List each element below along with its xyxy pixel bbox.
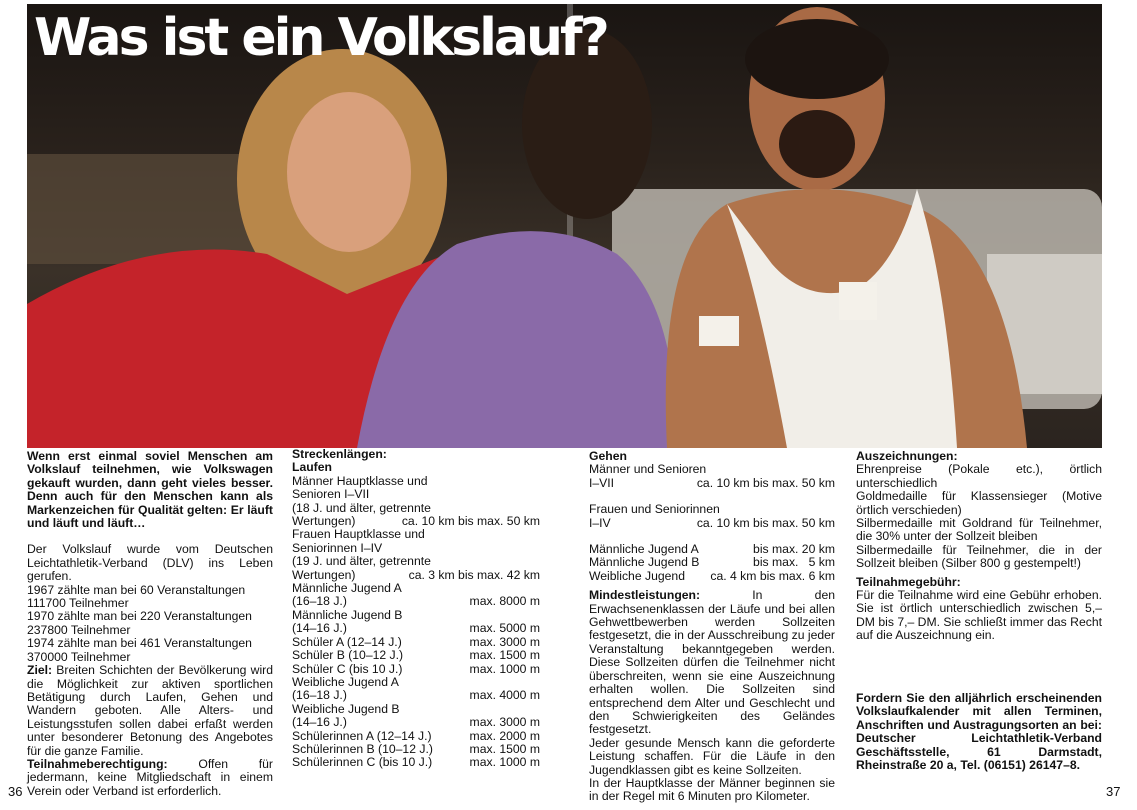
laufen-heading: Laufen	[292, 460, 332, 475]
youth-m-b-dist: max. 5000 m	[469, 621, 540, 636]
order-block	[856, 692, 1102, 772]
ziel-label: Ziel:	[27, 663, 53, 678]
mindest-text3: In der Hauptklasse der Männer beginnen sie in der Regel mit 6 Minuten pro Kilometer.	[589, 775, 835, 804]
women-distance: ca. 3 km bis max. 42 km	[408, 567, 540, 582]
pupil-f-c-dist: max. 1000 m	[469, 755, 540, 770]
walk-youth-m-b-dist: bis max. 5 km	[753, 555, 835, 570]
pupil-f-b-dist: max. 1500 m	[469, 741, 540, 756]
photo-illustration	[27, 4, 1102, 448]
teilnahme-text: Offen für jedermann, keine Mitgliedschaft in einem Verein oder Verband ist erforderlich.	[27, 756, 273, 798]
order-paragraph: Fordern Sie den alljährlich erscheinenden Volkslaufkalender mit allen Terminen, Anschriften und Austragungsorten an bei: Deutscher Leichtathletik-Verband Geschäftsstelle, 61 Darmstadt, Rheinstraße 20 a, Tel. (06151) 26147–8.	[856, 691, 1102, 773]
walk-youth-m-a: Männliche Jugend A	[589, 542, 699, 557]
mindest-text2: Jeder gesunde Mensch kann die geforderte Leistung schaffen. Für die Läufe in den Jugendklassen gibt es keine Sollzeiten.	[589, 735, 835, 777]
page-title: Was ist ein Volkslauf?	[34, 8, 607, 68]
youth-f-a-dist: max. 4000 m	[469, 688, 540, 703]
gebuehr-text: Für die Teilnahme wird eine Gebühr erhoben. Sie ist örtlich unterschiedlich zwischen 5,– DM bis 7,– DM. Sie schließt immer das Recht auf die Auszeichnung ein.	[856, 588, 1102, 643]
teilnahme-label: Teilnahmeberechtigung:	[27, 756, 168, 771]
award-text-4: Silbermedaille für Teilnehmer, die in der Sollzeit bleiben (Silber 800 g gestempelt!)	[856, 542, 1102, 571]
youth-f-b-dist: max. 3000 m	[469, 715, 540, 730]
stat-1974-count: 370000 Teilnehmer	[27, 649, 131, 664]
walk-women-dist: ca. 10 km bis max. 50 km	[696, 515, 835, 530]
ziel-paragraph	[27, 664, 273, 758]
mindest-paragraph	[589, 589, 835, 736]
pupil-f-c: Schülerinnen C (bis 10 J.)	[292, 755, 433, 770]
mindest-text: In den Erwachsenenklassen der Läufe und bei allen Gehwettbewerben werden Sollzeiten festgesetzt, die in der Ausschreibung zu jeder Veranstaltung bekanntgegeben werden. Diese Sollzeiten dürfen die Teilnehmer nicht überschreiten, wenn sie eine Auszeichnung erhalten wollen. Die Sollzeiten sind entsprechend dem Alter und Geschlecht und den Schwierigkeiten des Geländes festgesetzt.	[589, 588, 836, 737]
stat-1970-count: 237800 Teilnehmer	[27, 622, 131, 637]
intro-paragraph: Der Volkslauf wurde vom Deutschen Leichtathletik-Verband (DLV) ins Leben gerufen.	[27, 542, 273, 584]
pupil-f-b: Schülerinnen B (10–12 J.)	[292, 741, 433, 756]
column-intro	[27, 450, 273, 798]
pupil-m-c-dist: max. 1000 m	[469, 661, 540, 676]
youth-m-b: Männliche Jugend B	[292, 607, 403, 622]
mindest-label: Mindestleistungen:	[589, 588, 701, 603]
pupil-m-b: Schüler B (10–12 J.)	[292, 648, 404, 663]
stat-1970: 1970 zählte man bei 220 Veranstaltungen	[27, 609, 252, 624]
walk-men-label: Männer und Senioren	[589, 462, 707, 477]
walk-men-class: I–VII	[589, 475, 615, 490]
women-class2: Seniorinnen I–IV	[292, 540, 383, 555]
men-age: (18 J. und älter, getrennte	[292, 500, 431, 515]
women-wertung: Wertungen)	[292, 567, 356, 582]
women-class: Frauen Hauptklasse und	[292, 527, 425, 542]
pupil-m-a: Schüler A (12–14 J.)	[292, 634, 402, 649]
column-auszeichnungen	[856, 450, 1102, 643]
walk-youth-f-dist: ca. 4 km bis max. 6 km	[710, 568, 835, 583]
youth-f-b: Weibliche Jugend B	[292, 701, 400, 716]
walk-youth-f: Weibliche Jugend	[589, 568, 685, 583]
youth-m-a: Männliche Jugend A	[292, 581, 402, 596]
pupil-m-a-dist: max. 3000 m	[469, 634, 540, 649]
women-age: (19 J. und älter, getrennte	[292, 554, 431, 569]
column-laufen	[292, 448, 540, 770]
youth-f-a-age: (16–18 J.)	[292, 688, 347, 703]
hero-photo	[27, 4, 1102, 448]
walk-youth-m-a-dist: bis max. 20 km	[753, 542, 835, 557]
auszeichnungen-heading: Auszeichnungen:	[856, 449, 958, 463]
streckenlaengen-heading: Streckenlängen:	[292, 447, 387, 461]
youth-f-b-age: (14–16 J.)	[292, 715, 347, 730]
lead-paragraph: Wenn erst einmal soviel Menschen am Volkslauf teilnehmen, wie Volkswagen gekauft wurden, dann geht vieles besser. Denn auch für den Menschen kann als Markenzeichen für Qualität gelten: Er läuft und läuft und läuft…	[27, 449, 273, 531]
youth-m-a-dist: max. 8000 m	[469, 594, 540, 609]
page-number-right: 37	[1106, 784, 1121, 799]
men-distance: ca. 10 km bis max. 50 km	[401, 514, 540, 529]
walk-youth-m-b: Männliche Jugend B	[589, 555, 700, 570]
men-class2: Senioren I–VII	[292, 487, 370, 502]
pupil-m-c: Schüler C (bis 10 J.)	[292, 661, 403, 676]
walk-women-class: I–IV	[589, 515, 611, 530]
stat-1967-count: 111700 Teilnehmer	[27, 596, 129, 611]
youth-m-b-age: (14–16 J.)	[292, 621, 347, 636]
pupil-m-b-dist: max. 1500 m	[469, 648, 540, 663]
men-wertung: Wertungen)	[292, 514, 356, 529]
award-text-2: Goldmedaille für Klassensieger (Motive örtlich verschieden)	[856, 489, 1102, 517]
gehen-heading: Gehen	[589, 449, 627, 463]
award-text-3: Silbermedaille mit Goldrand für Teilnehmer, die 30% unter der Sollzeit bleiben	[856, 516, 1102, 544]
ziel-text: Breiten Schichten der Bevölkerung wird die Möglichkeit zur aktiven sportlichen Betätigung durch Laufen, Gehen und Wandern geboten. Alle Alters- und Leistungsstufen sollen dabei erfaßt werden unter besonderer Betonung des Angebotes für die ganze Familie.	[27, 663, 273, 758]
gebuehr-heading: Teilnahmegebühr:	[856, 574, 961, 589]
pupil-f-a-dist: max. 2000 m	[469, 728, 540, 743]
youth-m-a-age: (16–18 J.)	[292, 594, 347, 609]
youth-f-a: Weibliche Jugend A	[292, 674, 399, 689]
pupil-f-a: Schülerinnen A (12–14 J.)	[292, 728, 432, 743]
walk-women-label: Frauen und Seniorinnen	[589, 502, 720, 517]
stat-1974: 1974 zählte man bei 461 Veranstaltungen	[27, 636, 252, 651]
page-number-left: 36	[8, 784, 23, 799]
award-text-1: Ehrenpreise (Pokale etc.), örtlich unterschiedlich	[856, 462, 1102, 490]
teilnahme-paragraph	[27, 758, 273, 798]
stat-1967: 1967 zählte man bei 60 Veranstaltungen	[27, 582, 246, 597]
column-gehen	[589, 450, 835, 804]
men-class: Männer Hauptklasse und	[292, 473, 428, 488]
walk-men-dist: ca. 10 km bis max. 50 km	[696, 475, 835, 490]
